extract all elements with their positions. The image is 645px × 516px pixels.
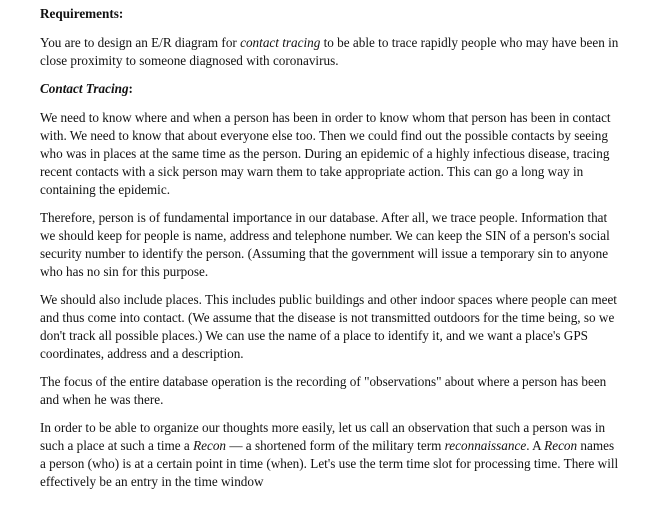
paragraph-observations: The focus of the entire database operation is the recording of "observations" about where a person has been and when he was there.: [40, 374, 607, 407]
document-page: [40, 5, 622, 501]
recon-text-1: In order to be able to organize our thoughts more easily, let us call an observation that such a person was in such a place at such a time a: [40, 420, 606, 453]
recon-emphasis-3: Recon: [544, 438, 578, 453]
paragraph-person: Therefore, person is of fundamental importance in our database. After all, we trace people. Information that we should keep for people is name, address and telephone number. We can keep the SIN of a person's social security number to identify the person. (Assuming that the government will issue a temporary sin to anyone who has no sin for this purpose.: [40, 210, 610, 279]
paragraph-recon: [40, 419, 622, 491]
recon-text-4: names a person (who) is at a certain point in time (when). Let's use the term time slot for processing time. There will effectively be an entry in the time window: [40, 438, 619, 489]
intro-text-before: You are to design an E/R diagram for: [40, 35, 241, 50]
recon-text-2: — a shortened form of the military term: [226, 438, 445, 453]
intro-emphasis: contact tracing: [240, 35, 321, 50]
contact-tracing-heading-text: Contact Tracing: [40, 81, 129, 96]
recon-text-3: . A: [526, 438, 545, 453]
paragraph-where-when: We need to know where and when a person has been in order to know whom that person has been in contact with. We need to know that about everyone else too. Then we could find out the possible contacts by seeing who was in places at the same time as the person. During an epidemic of a highly infectious disease, tracing recent contacts with a sick person may warn them to take appropriate action. This can go a long way in containing the epidemic.: [40, 110, 611, 197]
contact-tracing-heading: [40, 80, 622, 98]
paragraph-places: We should also include places. This includes public buildings and other indoor spaces where people can meet and thus come into contact. (We assume that the disease is not transmitted outdoors for the time being, so we don't track all possible places.) We can use the name of a place to identify it, and we want a place's GPS coordinates, address and a description.: [40, 292, 617, 361]
recon-emphasis-2: reconnaissance: [444, 438, 527, 453]
intro-text-after: to be able to trace rapidly people who may have been in close proximity to someone diagnosed with coronavirus.: [40, 35, 619, 68]
requirements-heading: Requirements:: [40, 6, 124, 21]
recon-emphasis-1: Recon: [193, 438, 227, 453]
intro-paragraph: [40, 34, 622, 70]
contact-tracing-heading-colon: :: [128, 81, 133, 96]
